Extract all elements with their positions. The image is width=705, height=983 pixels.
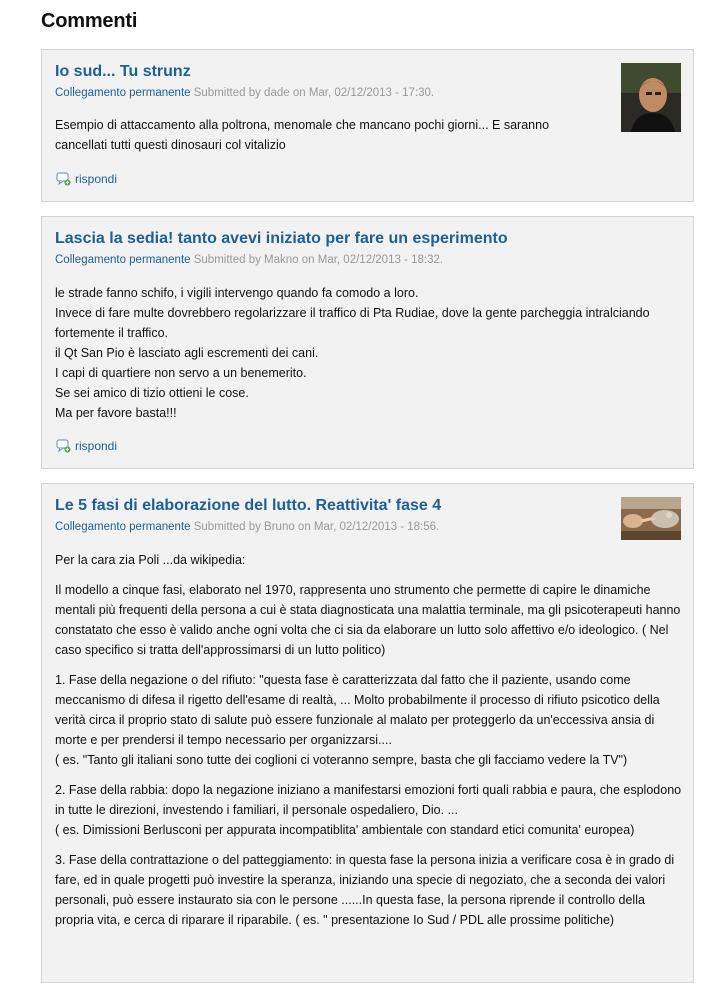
comment-line: il Qt San Pio è lasciato agli escrementi dei cani. — [55, 346, 319, 360]
comment-paragraph: Il modello a cinque fasi, elaborato nel 1970, rappresenta uno strumento che permette di capire le dinamiche mentali più frequenti della persona a cui è stata diagnosticata una malattia terminale, ma gli psicoterapeuti hanno constatato che esso è valido anche ogni volta che ci sia da elaborare un lutto solo affettivo e/o ideologico. ( Nel caso specifico si tratta dell'approssimarsi di un lutto politico) — [55, 583, 681, 657]
permalink[interactable]: Collegamento permanente — [55, 87, 191, 99]
comment-line: I capi di quartiere non servo a un benemerito. — [55, 366, 307, 380]
comment-meta — [55, 87, 434, 99]
reply-link[interactable] — [56, 439, 117, 453]
section-title: Commenti — [41, 10, 138, 32]
comment-body — [55, 283, 685, 423]
reply-label: rispondi — [75, 172, 118, 186]
comment-body — [55, 115, 595, 165]
comment-line: Se sei amico di tizio ottieni le cose. — [55, 386, 249, 400]
comment-3 — [41, 483, 694, 983]
submitted-info: Submitted by Bruno on Mar, 02/12/2013 - 18:56. — [193, 521, 440, 533]
comment-paragraph: Per la cara zia Poli ...da wikipedia: — [55, 553, 246, 567]
reply-label: rispondi — [75, 439, 118, 453]
comment-paragraph: Esempio di attaccamento alla poltrona, menomale che mancano pochi giorni... E saranno cancellati tutti questi dinosauri col vitalizio — [55, 118, 550, 152]
comment-1 — [41, 49, 694, 202]
submitted-info: Submitted by Makno on Mar, 02/12/2013 - 18:32. — [193, 254, 444, 266]
user-avatar — [621, 497, 681, 540]
comment-line: Invece di fare multe dovrebbero regolarizzare il traffico di Pta Rudiae, dove la gente parcheggia intralciando fortemente il traffico. — [55, 306, 650, 340]
comment-title[interactable]: Lascia la sedia! tanto avevi iniziato per fare un esperimento — [55, 230, 508, 247]
reply-link[interactable] — [56, 172, 117, 186]
reply-icon — [56, 439, 71, 453]
user-photo-icon — [621, 63, 681, 132]
comment-line: le strade fanno schifo, i vigili intervengo quando fa comodo a loro. — [55, 286, 419, 300]
comment-title[interactable]: Le 5 fasi di elaborazione del lutto. Reattivita' fase 4 — [55, 497, 442, 514]
comment-body — [55, 550, 685, 940]
comment-meta — [55, 254, 443, 266]
painting-thumbnail-icon — [621, 497, 681, 540]
permalink[interactable]: Collegamento permanente — [55, 521, 191, 533]
reply-icon — [56, 172, 71, 186]
comment-paragraph: 2. Fase della rabbia: dopo la negazione iniziano a manifestarsi emozioni forti quali rabbia e paura, che esplodono in tutte le direzioni, investendo i familiari, il personale ospedaliero, Dio. ... — [55, 783, 682, 817]
comment-line: Ma per favore basta!!! — [55, 406, 177, 420]
comment-title[interactable]: Io sud... Tu strunz — [55, 63, 191, 80]
user-avatar — [621, 63, 681, 132]
comment-paragraph: ( es. Dimissioni Berlusconi per appurata incompatiblita' ambientale con standard etici comunita' europea) — [55, 823, 635, 837]
submitted-info: Submitted by dade on Mar, 02/12/2013 - 17:30. — [193, 87, 435, 99]
comment-meta — [55, 521, 439, 533]
permalink[interactable]: Collegamento permanente — [55, 254, 191, 266]
comment-paragraph: ( es. "Tanto gli italiani sono tutte dei coglioni ci voteranno sempre, basta che gli facciamo vedere la TV") — [55, 753, 628, 767]
comment-paragraph: 1. Fase della negazione o del rifiuto: "questa fase è caratterizzata dal fatto che il paziente, usando come meccanismo di difesa il rigetto dell'esame di realtà, ... Molto probabilmente il processo di rifiuto psicotico della verità circa il proprio stato di salute può essere funzionale al malato per proteggerlo da un'eccessiva ansia di morte e per prendersi il tempo necessario per organizzarsi.... — [55, 673, 660, 747]
comment-paragraph: 3. Fase della contrattazione o del patteggiamento: in questa fase la persona inizia a verificare cosa è in grado di fare, ed in quale progetti può investire la speranza, iniziando una specie di negoziato, che a seconda dei valori personali, può essere instaurato sia con le persone ......In questa fase, la persona riprende il controllo della propria vita, e cerca di riparare il riparabile. ( es. " presentazione Io Sud / PDL alle prossime politiche) — [55, 853, 675, 927]
comment-2 — [41, 216, 694, 469]
